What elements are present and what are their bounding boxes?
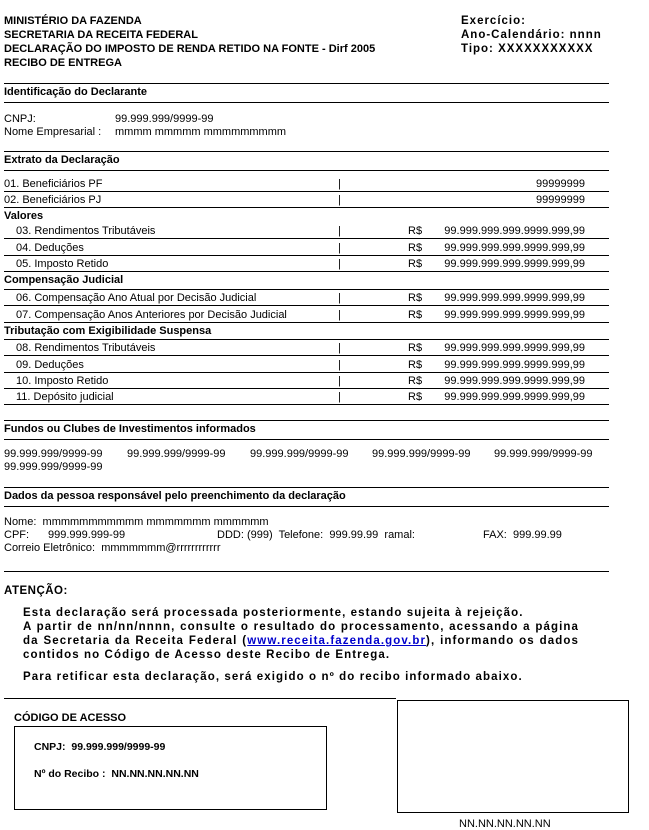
tributacao-row-08 (4, 340, 609, 356)
responsavel-nome (4, 516, 269, 528)
row-separator: | (338, 391, 341, 403)
row-currency: R$ (408, 258, 423, 270)
tributacao-row-09 (4, 357, 609, 373)
header-exercicio: Exercício: (461, 15, 526, 27)
fundo-item: 99.999.999/9999-99 (250, 448, 349, 460)
row-currency: R$ (408, 391, 423, 403)
fax (483, 529, 562, 541)
row-currency: R$ (408, 242, 423, 254)
row-value: 99.999.999.999.9999.999,99 (444, 292, 585, 304)
email (4, 542, 220, 554)
receita-link[interactable]: www.receita.fazenda.gov.br (247, 635, 427, 647)
fundo-item: 99.999.999/9999-99 (127, 448, 226, 460)
section-title-identificacao: Identificação do Declarante (4, 86, 148, 98)
stamp-box (397, 700, 629, 813)
row-currency: R$ (408, 225, 423, 237)
nome-label: Nome: (4, 516, 37, 528)
compensacao-row-07 (4, 307, 609, 323)
stamp-caption: NN.NN.NN.NN.NN (459, 818, 551, 830)
cpf-label: CPF: (4, 529, 30, 541)
nome-value: mmmmmmmmmmm mmmmmmm mmmmmm (42, 516, 269, 528)
row-label: 05. Imposto Retido (16, 258, 109, 270)
divider (4, 83, 609, 84)
nome-empresarial-label: Nome Empresarial : (4, 126, 102, 138)
row-label: 10. Imposto Retido (16, 375, 109, 387)
header-secretaria: SECRETARIA DA RECEITA FEDERAL (4, 29, 198, 41)
codigo-recibo-label: Nº do Recibo : (34, 768, 106, 780)
ramal-label: ramal: (384, 529, 415, 541)
section-title-valores: Valores (4, 210, 44, 222)
atencao-text: ), informando os dados contidos no Código de Acesso deste Recibo de Entrega. (23, 635, 579, 661)
row-separator: | (338, 225, 341, 237)
codigo-recibo-value: NN.NN.NN.NN.NN (111, 768, 199, 780)
fundo-item: 99.999.999/9999-99 (494, 448, 593, 460)
row-currency: R$ (408, 375, 423, 387)
divider (4, 151, 609, 152)
divider (4, 170, 609, 171)
section-title-extrato: Extrato da Declaração (4, 154, 120, 166)
codigo-box (14, 726, 327, 810)
codigo-cnpj-label: CNPJ: (34, 741, 66, 753)
row-value: 99999999 (536, 178, 585, 190)
ddd-label: DDD: (217, 529, 244, 541)
ddd-telefone (217, 529, 415, 541)
row-value: 99.999.999.999.9999.999,99 (444, 242, 585, 254)
fundo-item: 99.999.999/9999-99 (372, 448, 471, 460)
row-value: 99.999.999.999.9999.999,99 (444, 391, 585, 403)
atencao-paragraph-3: Para retificar esta declaração, será exigido o nº do recibo informado abaixo. (23, 671, 523, 683)
valores-row-04 (4, 240, 609, 256)
divider (4, 698, 396, 699)
header-right (461, 14, 602, 56)
cnpj-label: CNPJ: (4, 113, 36, 125)
row-currency: R$ (408, 342, 423, 354)
row-separator: | (338, 309, 341, 321)
section-title-fundos: Fundos ou Clubes de Investimentos informados (4, 423, 256, 435)
atencao-text: A partir de nn/nn/nnnn, consulte o resultado do processamento, acessando a página da Secretaria da Receita Federal ( (23, 621, 579, 647)
section-title-compensacao: Compensação Judicial (4, 274, 124, 286)
row-separator: | (338, 375, 341, 387)
valores-row-05 (4, 256, 609, 272)
nome-empresarial-value: mmmm mmmmm mmmmmmmmm (115, 126, 287, 138)
row-value: 99.999.999.999.9999.999,99 (444, 375, 585, 387)
row-value: 99.999.999.999.9999.999,99 (444, 359, 585, 371)
row-value: 99.999.999.999.9999.999,99 (444, 342, 585, 354)
header-tipo: Tipo: XXXXXXXXXXX (461, 43, 594, 55)
row-label: 06. Compensação Ano Atual por Decisão Judicial (16, 292, 257, 304)
row-label: 01. Beneficiários PF (4, 178, 103, 190)
valores-row-03 (4, 223, 609, 239)
header-block (4, 14, 375, 70)
row-value: 99.999.999.999.9999.999,99 (444, 309, 585, 321)
telefone-label: Telefone: (278, 529, 324, 541)
header-ano-calendario: Ano-Calendário: nnnn (461, 29, 602, 41)
row-label: 11. Depósito judicial (16, 391, 114, 403)
row-currency: R$ (408, 359, 423, 371)
divider (4, 439, 609, 440)
fundo-item: 99.999.999/9999-99 (4, 448, 103, 460)
row-value: 99.999.999.999.9999.999,99 (444, 258, 585, 270)
row-label: 04. Deduções (16, 242, 84, 254)
row-currency: R$ (408, 292, 423, 304)
cpf-value: 999.999.999-99 (48, 529, 126, 541)
atencao-paragraph-2 (23, 620, 579, 662)
cnpj-value: 99.999.999/9999-99 (115, 113, 214, 125)
row-label: 08. Rendimentos Tributáveis (16, 342, 156, 354)
telefone-value: 999.99.99 (329, 529, 379, 541)
fax-value: 999.99.99 (512, 529, 562, 541)
divider (4, 487, 609, 488)
row-separator: | (338, 359, 341, 371)
extrato-row-02 (4, 192, 609, 208)
atencao-title: ATENÇÃO: (4, 585, 68, 597)
row-separator: | (338, 194, 341, 206)
divider (4, 102, 609, 103)
codigo-title: CÓDIGO DE ACESSO (14, 712, 127, 724)
row-label: 09. Deduções (16, 359, 84, 371)
tributacao-row-11 (4, 389, 609, 405)
fax-label: FAX: (483, 529, 507, 541)
row-label: 07. Compensação Anos Anteriores por Decisão Judicial (16, 309, 287, 321)
fundo-item: 99.999.999/9999-99 (4, 461, 103, 473)
codigo-cnpj (34, 741, 165, 753)
divider (4, 420, 609, 421)
row-separator: | (338, 342, 341, 354)
header-ministry: MINISTÉRIO DA FAZENDA (4, 15, 142, 27)
row-value: 99999999 (536, 194, 585, 206)
row-separator: | (338, 292, 341, 304)
atencao-paragraph-1: Esta declaração será processada posteriormente, estando sujeita à rejeição. (23, 607, 524, 619)
divider (4, 571, 609, 572)
row-separator: | (338, 242, 341, 254)
divider (4, 506, 609, 507)
ddd-value: (999) (246, 529, 273, 541)
section-title-responsavel: Dados da pessoa responsável pelo preenchimento da declaração (4, 490, 346, 502)
codigo-recibo (34, 768, 199, 780)
header-recibo: RECIBO DE ENTREGA (4, 57, 122, 69)
codigo-cnpj-value: 99.999.999/9999-99 (71, 741, 166, 753)
compensacao-row-06 (4, 290, 609, 306)
row-separator: | (338, 178, 341, 190)
row-separator: | (338, 258, 341, 270)
section-title-tributacao: Tributação com Exigibilidade Suspensa (4, 325, 212, 337)
email-label: Correio Eletrônico: (4, 542, 96, 554)
row-label: 03. Rendimentos Tributáveis (16, 225, 156, 237)
row-currency: R$ (408, 309, 423, 321)
header-declaracao: DECLARAÇÃO DO IMPOSTO DE RENDA RETIDO NA FONTE - Dirf 2005 (4, 43, 376, 55)
extrato-row-01 (4, 176, 609, 192)
row-value: 99.999.999.999.9999.999,99 (444, 225, 585, 237)
email-value: mmmmmmm@rrrrrrrrrrrr (101, 542, 221, 554)
row-label: 02. Beneficiários PJ (4, 194, 102, 206)
tributacao-row-10 (4, 373, 609, 389)
